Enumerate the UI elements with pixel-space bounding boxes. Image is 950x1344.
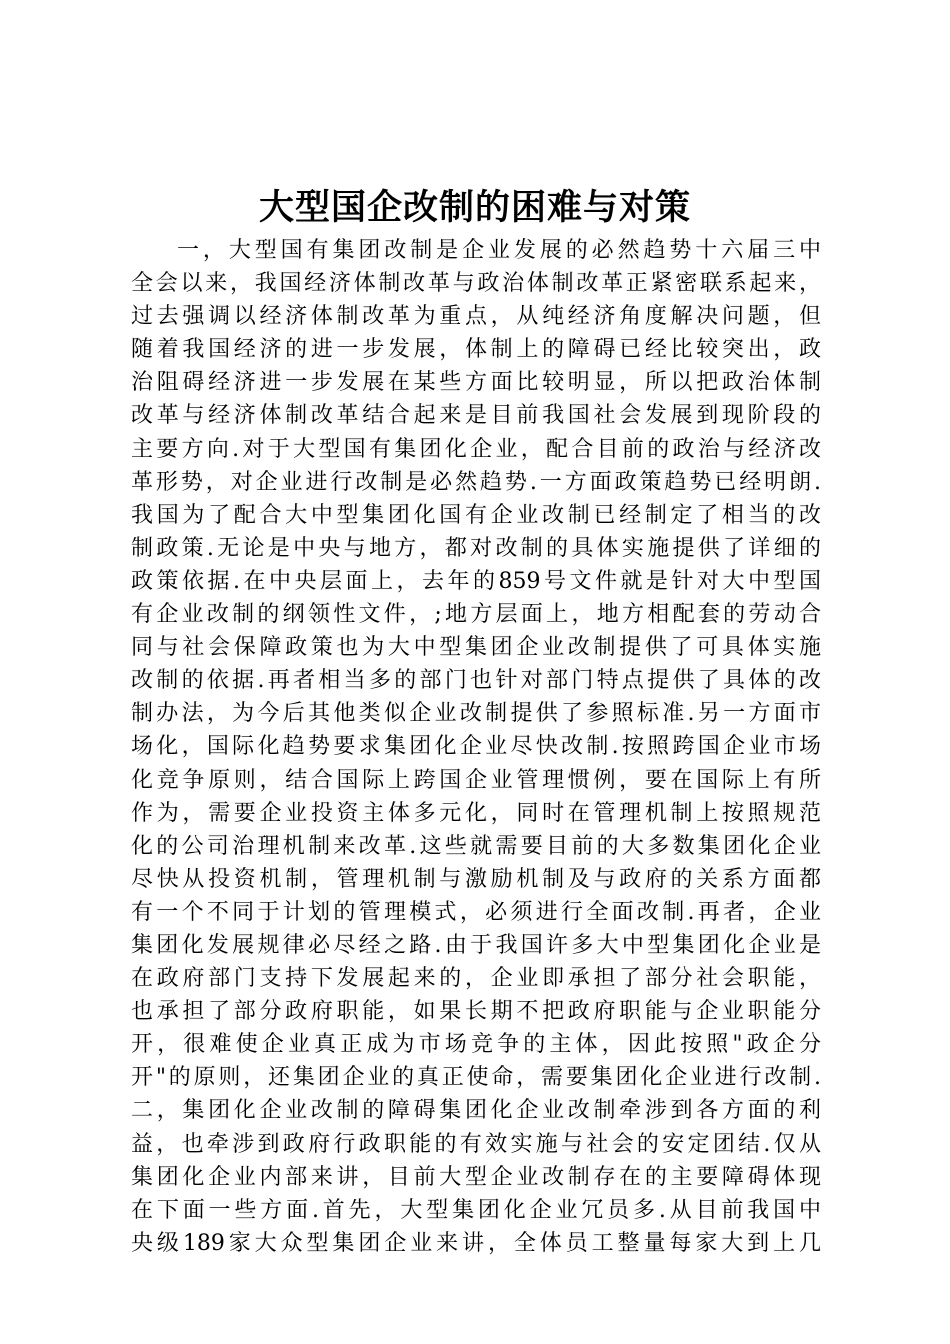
body-line: 在政府部门支持下发展起来的，企业即承担了部分社会职能， [131,966,821,992]
body-line: 在下面一些方面.首先，大型集团化企业冗员多.从目前我国中 [131,1197,821,1223]
body-line: 有一个不同于计划的管理模式，必须进行全面改制.再者，企业 [131,899,821,925]
document-title: 大型国企改制的困难与对策 [258,187,691,228]
body-line: 集团化企业内部来讲，目前大型企业改制存在的主要障碍体现 [131,1164,821,1190]
body-line: 二，集团化企业改制的障碍集团化企业改制牵涉到各方面的利 [131,1098,821,1124]
body-line: 过去强调以经济体制改革为重点，从纯经济角度解决问题，但 [131,304,821,330]
body-line: 有企业改制的纲领性文件，;地方层面上，地方相配套的劳动合 [131,602,821,628]
body-line: 也承担了部分政府职能，如果长期不把政府职能与企业职能分 [131,999,821,1025]
body-line: 开，很难使企业真正成为市场竞争的主体，因此按照"政企分 [131,1032,821,1058]
body-line: 开"的原则，还集团企业的真正使命，需要集团化企业进行改制. [131,1065,821,1091]
body-line: 场化，国际化趋势要求集团化企业尽快改制.按照跨国企业市场 [131,734,821,760]
body-line: 尽快从投资机制，管理机制与激励机制及与政府的关系方面都 [131,866,821,892]
body-line: 全会以来，我国经济体制改革与政治体制改革正紧密联系起来， [131,271,821,297]
body-line: 政策依据.在中央层面上，去年的859号文件就是针对大中型国 [131,568,821,594]
body-line: 一，大型国有集团改制是企业发展的必然趋势十六届三中 [177,238,821,263]
body-line: 改革与经济体制改革结合起来是目前我国社会发展到现阶段的 [131,403,821,429]
body-line: 主要方向.对于大型国有集团化企业，配合目前的政治与经济改 [131,436,821,462]
body-line: 化的公司治理机制来改革.这些就需要目前的大多数集团化企业 [131,833,821,859]
body-line: 我国为了配合大中型集团化国有企业改制已经制定了相当的改 [131,502,821,528]
body-line: 央级189家大众型集团企业来讲，全体员工整量每家大到上几 [131,1230,821,1256]
body-line: 制办法，为今后其他类似企业改制提供了参照标准.另一方面市 [131,701,821,727]
body-line: 化竞争原则，结合国际上跨国企业管理惯例，要在国际上有所 [131,767,821,793]
body-line: 作为，需要企业投资主体多元化，同时在管理机制上按照规范 [131,800,821,826]
body-line: 随着我国经济的进一步发展，体制上的障碍已经比较突出，政 [131,337,821,363]
body-line: 制政策.无论是中央与地方，都对改制的具体实施提供了详细的 [131,535,821,561]
document-body [131,234,821,1260]
body-line: 改制的依据.再者相当多的部门也针对部门特点提供了具体的改 [131,668,821,694]
body-line: 益，也牵涉到政府行政职能的有效实施与社会的安定团结.仅从 [131,1131,821,1157]
body-line: 革形势，对企业进行改制是必然趋势.一方面政策趋势已经明朗. [131,469,821,495]
body-line: 治阻碍经济进一步发展在某些方面比较明显，所以把政治体制 [131,370,821,396]
body-line: 同与社会保障政策也为大中型集团企业改制提供了可具体实施 [131,635,821,661]
body-line: 集团化发展规律必尽经之路.由于我国许多大中型集团化企业是 [131,932,821,958]
